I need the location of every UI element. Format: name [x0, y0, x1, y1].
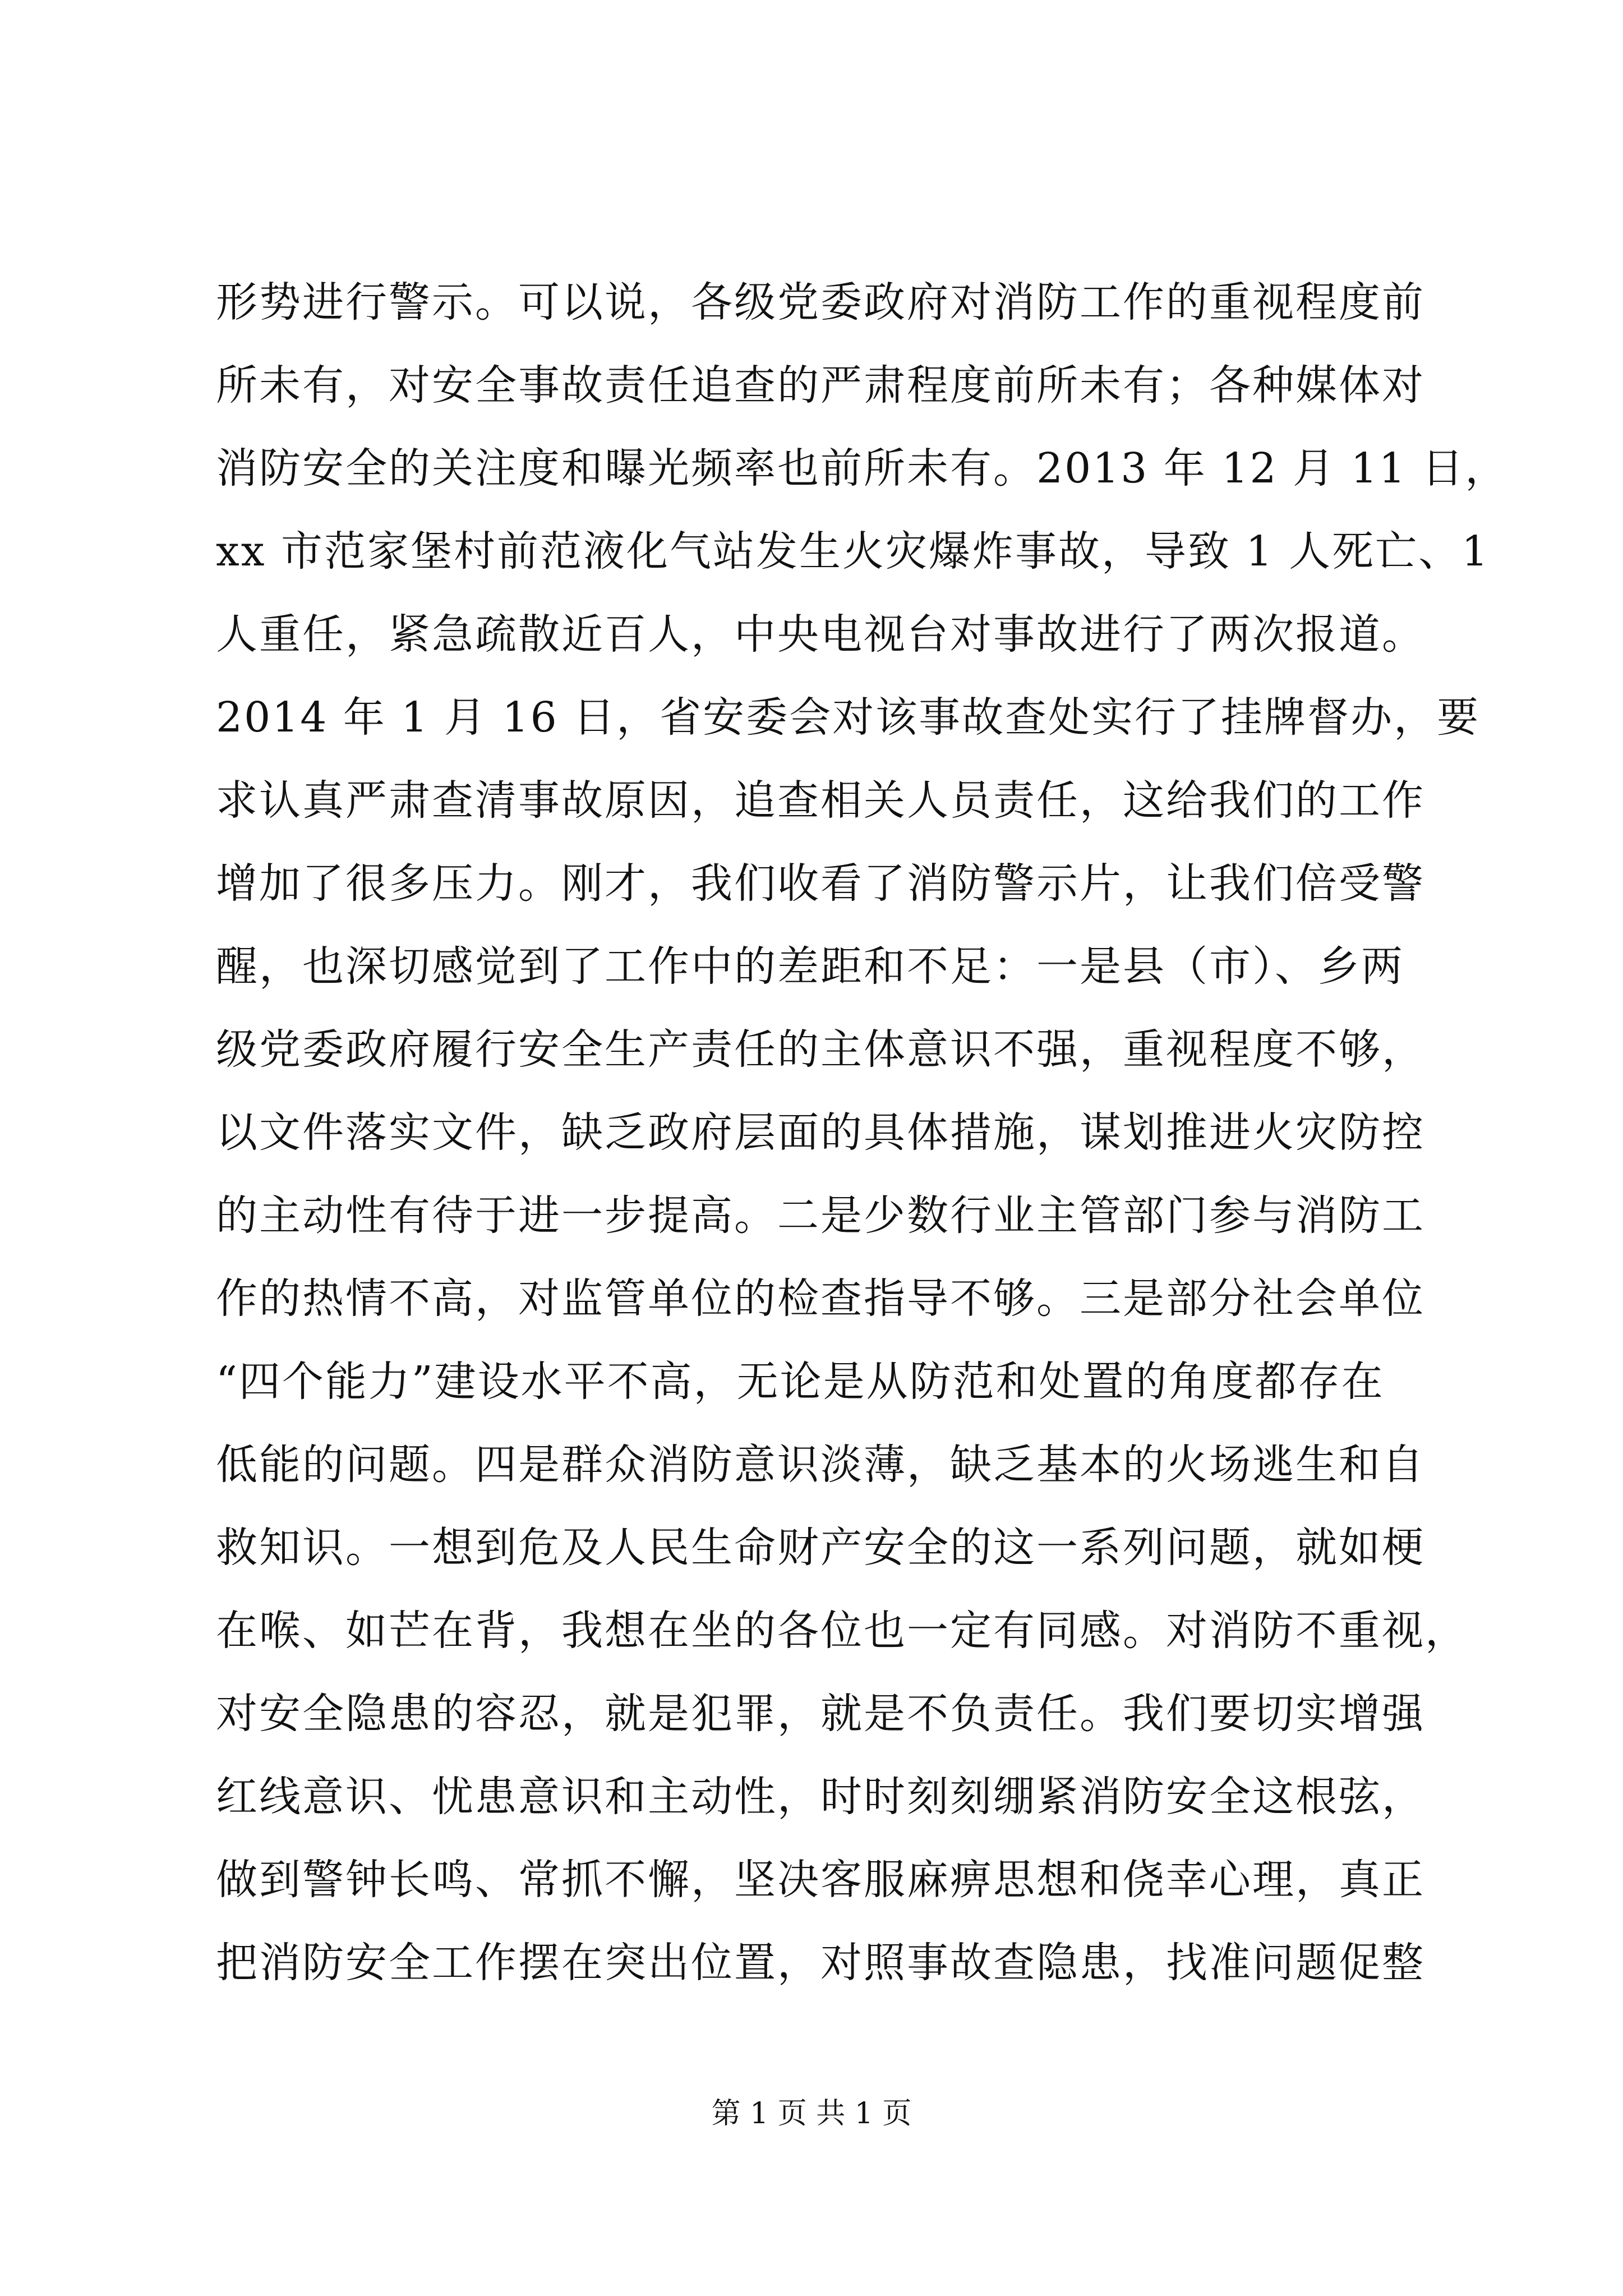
text-line: xx 市范家堡村前范液化气站发生火灾爆炸事故，导致 1 人死亡、1 [216, 527, 1490, 576]
text-line: 对安全隐患的容忍，就是犯罪，就是不负责任。我们要切实增强 [216, 1690, 1425, 1738]
text-line: 所未有，对安全事故责任追查的严肃程度前所未有；各种媒体对 [216, 361, 1425, 409]
text-line: 级党委政府履行安全生产责任的主体意识不强，重视程度不够， [216, 1025, 1425, 1074]
text-line: 红线意识、忧患意识和主动性，时时刻刻绷紧消防安全这根弦， [216, 1773, 1425, 1821]
page-footer: 第 1 页 共 1 页 [711, 2097, 912, 2131]
text-line: 醒，也深切感觉到了工作中的差距和不足：一是县（市）、乡两 [216, 942, 1404, 991]
document-body [216, 261, 1509, 2004]
text-line: 在喉、如芒在背，我想在坐的各位也一定有同感。对消防不重视， [216, 1607, 1468, 1655]
text-line: 求认真严肃查清事故原因，追查相关人员责任，这给我们的工作 [216, 776, 1425, 825]
text-line: 2014 年 1 月 16 日，省安委会对该事故查处实行了挂牌督办，要 [216, 693, 1481, 742]
text-line: 救知识。一想到危及人民生命财产安全的这一系列问题，就如梗 [216, 1524, 1425, 1572]
text-line: 形势进行警示。可以说，各级党委政府对消防工作的重视程度前 [216, 278, 1425, 326]
text-line: 增加了很多压力。刚才，我们收看了消防警示片，让我们倍受警 [216, 859, 1425, 908]
text-line: 作的热情不高，对监管单位的检查指导不够。三是部分社会单位 [216, 1274, 1425, 1323]
text-line: 低能的问题。四是群众消防意识淡薄，缺乏基本的火场逃生和自 [216, 1441, 1425, 1489]
text-line: 的主动性有待于进一步提高。二是少数行业主管部门参与消防工 [216, 1191, 1425, 1240]
text-line: 消防安全的关注度和曝光频率也前所未有。2013 年 12 月 11 日， [216, 444, 1509, 493]
text-line: 人重任，紧急疏散近百人，中央电视台对事故进行了两次报道。 [216, 610, 1425, 659]
text-line: 以文件落实文件，缺乏政府层面的具体措施，谋划推进火灾防控 [216, 1108, 1425, 1157]
text-line: “四个能力”建设水平不高，无论是从防范和处置的角度都存在 [216, 1358, 1385, 1406]
text-line: 把消防安全工作摆在突出位置，对照事故查隐患，找准问题促整 [216, 1939, 1425, 1987]
text-line: 做到警钟长鸣、常抓不懈，坚决客服麻痹思想和侥幸心理，真正 [216, 1856, 1425, 1904]
